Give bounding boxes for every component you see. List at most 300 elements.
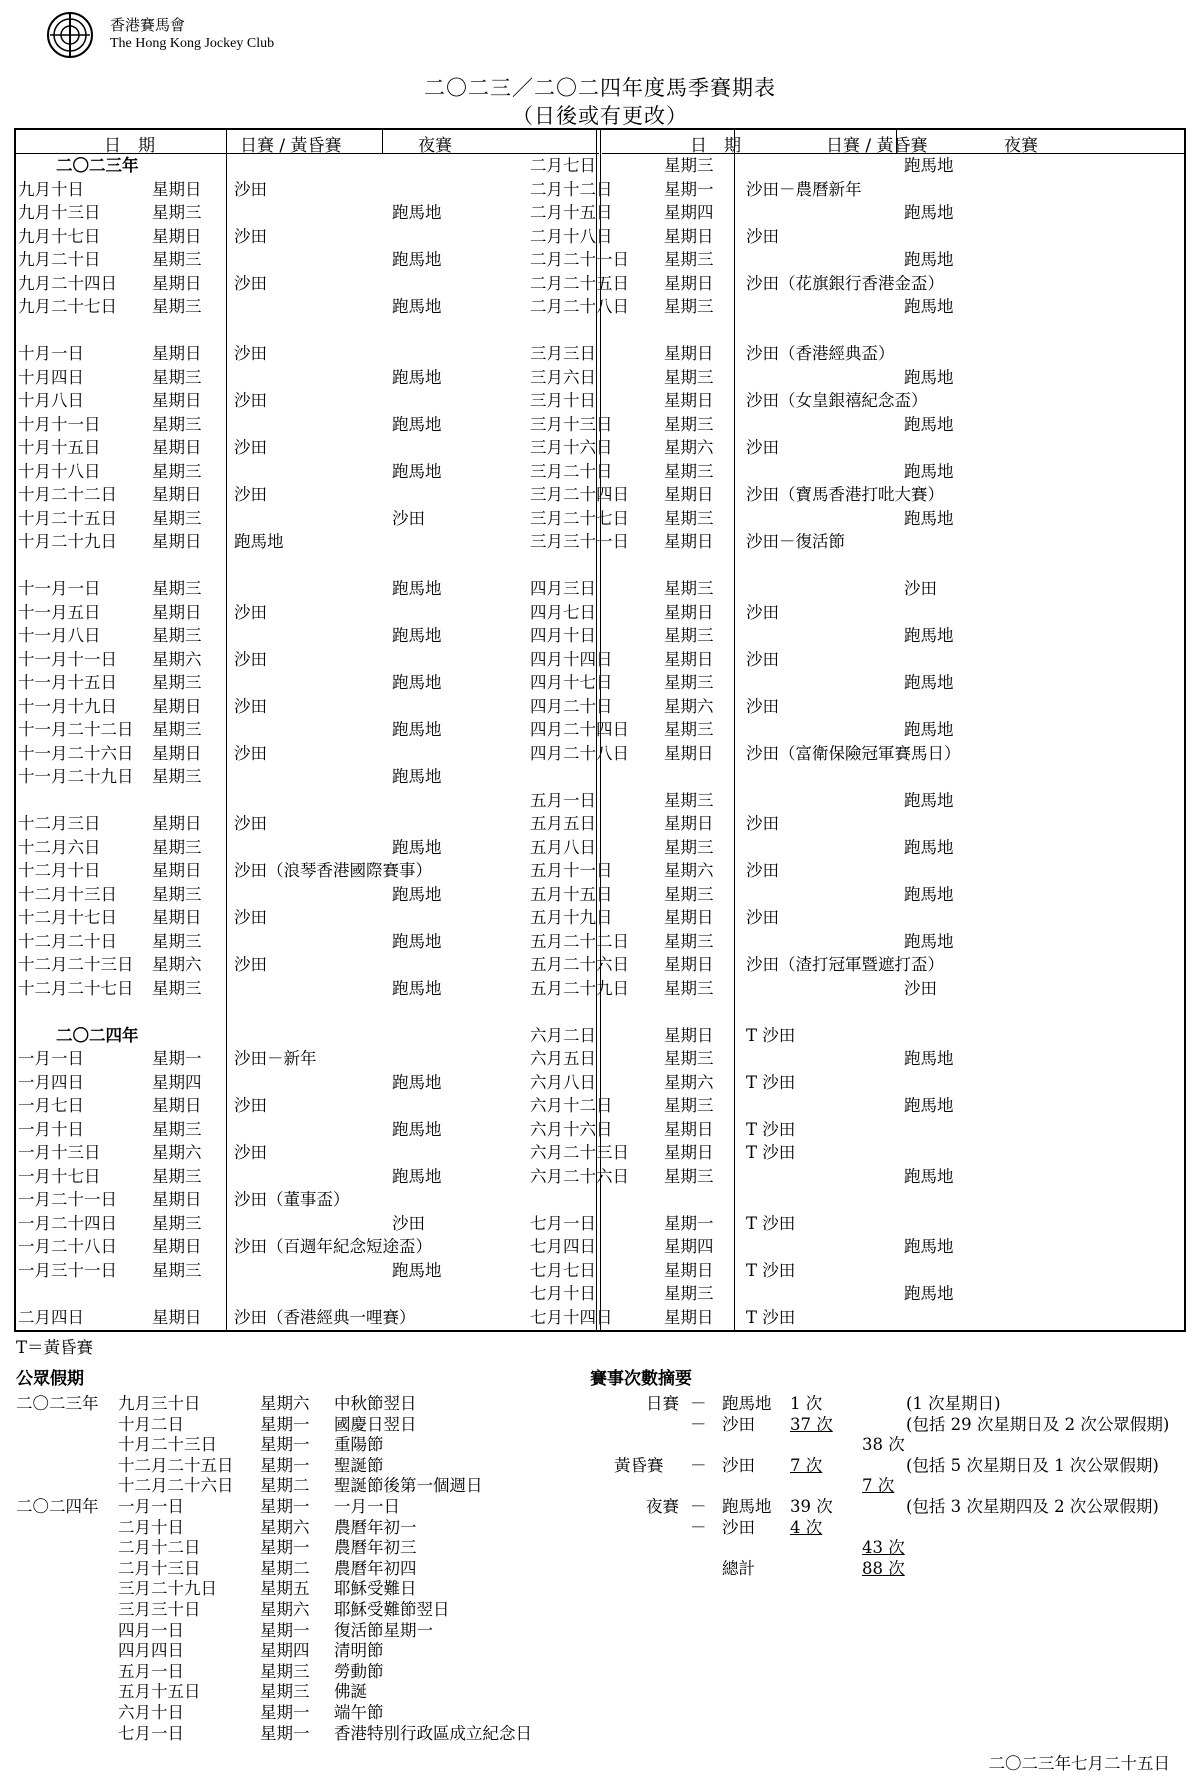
race-weekday: 星期六 [664, 696, 714, 716]
night-race-venue: 沙田 [904, 978, 937, 998]
issue-date: 二〇二三年七月二十五日 [988, 1754, 1170, 1773]
night-race-venue: 跑馬地 [904, 931, 954, 951]
schedule-row [528, 930, 1108, 954]
night-race-venue: 跑馬地 [392, 461, 442, 481]
day-race-venue: 沙田 [234, 955, 267, 974]
race-weekday: 星期日 [152, 344, 202, 363]
summary-subtotal: 88 次 [862, 1558, 905, 1578]
org-name-zh: 香港賽馬會 [110, 16, 186, 34]
race-weekday: 星期三 [664, 1049, 714, 1068]
race-date: 四月十日 [530, 626, 596, 645]
schedule-row [528, 906, 1108, 930]
race-weekday: 星期六 [664, 438, 714, 457]
race-date: 十一月十五日 [18, 673, 117, 692]
schedule-row [16, 436, 596, 460]
race-weekday: 星期一 [664, 1213, 714, 1233]
day-race-venue: 沙田（浪琴香港國際賽事） [234, 861, 432, 880]
night-race-venue: 跑馬地 [904, 250, 954, 269]
race-date: 七月十四日 [530, 1307, 613, 1327]
race-date: 一月二十一日 [18, 1190, 117, 1209]
header-night-race: 夜賽 [1004, 136, 1038, 156]
header-day-race: 日賽 / 黃昏賽 [240, 136, 342, 156]
night-race-venue: 跑馬地 [392, 414, 442, 434]
holiday-name: 復活節星期一 [334, 1620, 433, 1640]
race-weekday: 星期三 [664, 250, 714, 269]
race-date: 十一月十九日 [18, 696, 117, 716]
schedule-row [16, 154, 596, 178]
schedule-row [16, 789, 596, 813]
race-date: 十二月十日 [18, 861, 101, 880]
race-weekday: 星期三 [664, 579, 714, 598]
schedule-row [528, 624, 1108, 648]
schedule-row [528, 1259, 1108, 1283]
holiday-weekday: 星期六 [260, 1600, 310, 1619]
race-weekday: 星期日 [152, 273, 202, 293]
holiday-date: 一月一日 [118, 1497, 184, 1516]
race-weekday: 星期日 [152, 391, 202, 410]
header-night-race: 夜賽 [418, 136, 452, 156]
schedule-row [528, 1212, 1108, 1236]
day-race-venue: T 沙田 [746, 1307, 796, 1327]
schedule-row [528, 695, 1108, 719]
race-weekday: 星期三 [664, 414, 714, 434]
schedule-row [16, 1094, 596, 1118]
night-race-venue: 跑馬地 [392, 767, 442, 786]
schedule-row [528, 1047, 1108, 1071]
schedule-row [528, 507, 1108, 531]
holiday-name: 耶穌受難節翌日 [334, 1600, 450, 1619]
race-weekday: 星期日 [152, 743, 202, 763]
race-weekday: 星期日 [664, 226, 714, 246]
day-race-venue: 沙田 [746, 861, 779, 880]
race-weekday: 星期三 [664, 837, 714, 857]
race-weekday: 星期三 [152, 508, 202, 528]
schedule-row [528, 1000, 1108, 1024]
header-date: 日 期 [104, 136, 155, 156]
day-race-venue: 沙田（香港經典一哩賽） [234, 1307, 416, 1327]
schedule-row [16, 1306, 596, 1330]
race-date: 六月二十六日 [530, 1166, 629, 1186]
race-date: 二月七日 [530, 156, 596, 175]
race-date: 四月二十日 [530, 696, 613, 716]
schedule-row [16, 554, 596, 578]
day-race-venue: 沙田（女皇銀禧紀念盃） [746, 391, 928, 410]
page-subtitle: （日後或有更改） [512, 104, 688, 128]
night-race-venue: 跑馬地 [904, 626, 954, 645]
race-weekday: 星期六 [152, 1143, 202, 1162]
race-date: 三月十日 [530, 391, 596, 410]
schedule-row [528, 436, 1108, 460]
race-date: 七月十日 [530, 1284, 596, 1303]
holiday-date: 十月二日 [118, 1414, 184, 1434]
schedule-row [528, 366, 1108, 390]
schedule-row [16, 953, 596, 977]
day-race-venue: 沙田（渣打冠軍暨遮打盃） [746, 955, 944, 974]
race-date: 一月十三日 [18, 1143, 101, 1162]
night-race-venue: 跑馬地 [904, 720, 954, 739]
race-weekday: 星期六 [152, 955, 202, 974]
night-race-venue: 跑馬地 [392, 250, 442, 269]
holiday-weekday: 星期一 [260, 1620, 310, 1640]
race-date: 二月十二日 [530, 179, 613, 199]
schedule-row [16, 1235, 596, 1259]
race-weekday: 星期三 [152, 367, 202, 387]
race-date: 五月十一日 [530, 861, 613, 880]
schedule-row [528, 389, 1108, 413]
holiday-date: 十二月二十六日 [118, 1476, 234, 1496]
race-date: 十月四日 [18, 367, 84, 387]
schedule-row [528, 1071, 1108, 1095]
night-race-venue: 跑馬地 [904, 1049, 954, 1068]
day-race-venue: 沙田 [746, 814, 779, 833]
schedule-row [16, 836, 596, 860]
race-date: 十一月二十九日 [18, 767, 134, 786]
race-date: 一月三十一日 [18, 1260, 117, 1280]
night-race-venue: 沙田 [392, 508, 425, 528]
day-race-venue: 沙田 [234, 485, 267, 504]
schedule-row [528, 648, 1108, 672]
race-weekday: 星期四 [152, 1072, 202, 1092]
race-date: 九月二十日 [18, 250, 101, 269]
night-race-venue: 跑馬地 [392, 1119, 442, 1139]
left-header-row [16, 130, 599, 154]
summary-subtotal: 7 次 [862, 1476, 895, 1496]
race-weekday: 星期三 [664, 508, 714, 528]
race-date: 十月十一日 [18, 414, 101, 434]
race-weekday: 星期日 [664, 908, 714, 927]
race-weekday: 星期日 [152, 696, 202, 716]
race-weekday: 星期三 [152, 673, 202, 692]
holiday-name: 聖誕節 [334, 1455, 384, 1475]
race-weekday: 星期三 [664, 673, 714, 692]
race-weekday: 星期三 [152, 931, 202, 951]
summary-note: (包括 29 次星期日及 2 次公眾假期) [906, 1414, 1170, 1434]
race-date: 三月十三日 [530, 414, 613, 434]
day-race-venue: 沙田 [234, 438, 267, 457]
race-weekday: 星期日 [664, 485, 714, 504]
race-weekday: 星期三 [664, 790, 714, 810]
schedule-row [16, 1212, 596, 1236]
schedule-row [16, 1047, 596, 1071]
org-name-en: The Hong Kong Jockey Club [110, 36, 275, 51]
race-date: 五月二十六日 [530, 955, 629, 974]
day-race-venue: 沙田 [234, 908, 267, 927]
schedule-row [16, 225, 596, 249]
schedule-row [528, 718, 1108, 742]
schedule-row [16, 906, 596, 930]
holiday-name: 農曆年初三 [334, 1538, 417, 1558]
day-race-venue: 沙田 [234, 696, 267, 716]
day-race-venue: 沙田（香港經典盃） [746, 344, 895, 363]
holiday-weekday: 星期一 [260, 1435, 310, 1455]
holiday-date: 五月一日 [118, 1661, 184, 1681]
race-weekday: 星期三 [152, 414, 202, 434]
summary-dash: － [690, 1394, 707, 1413]
race-date: 十一月二十二日 [18, 720, 134, 739]
night-race-venue: 跑馬地 [904, 884, 954, 904]
day-race-venue: 沙田－復活節 [746, 532, 845, 551]
summary-venue: 沙田 [722, 1414, 755, 1434]
race-weekday: 星期三 [664, 461, 714, 481]
race-weekday: 星期三 [152, 297, 202, 316]
race-weekday: 星期日 [664, 649, 714, 669]
holiday-name: 一月一日 [334, 1497, 400, 1516]
race-date: 一月七日 [18, 1096, 84, 1115]
race-date: 三月二十日 [530, 461, 613, 481]
schedule-row [16, 483, 596, 507]
race-date: 四月二十八日 [530, 743, 629, 763]
day-race-venue: 沙田 [234, 814, 267, 833]
summary-count: 4 次 [790, 1517, 823, 1537]
day-race-venue: 沙田 [234, 226, 267, 246]
schedule-row [528, 812, 1108, 836]
schedule-row [16, 272, 596, 296]
schedule-row [528, 248, 1108, 272]
race-weekday: 星期六 [664, 861, 714, 880]
race-date: 三月二十四日 [530, 485, 629, 504]
night-race-venue: 跑馬地 [904, 156, 954, 175]
holiday-weekday: 星期二 [260, 1558, 310, 1578]
day-race-venue: T 沙田 [746, 1072, 796, 1092]
schedule-row [16, 883, 596, 907]
race-date: 二月四日 [18, 1307, 84, 1327]
race-weekday: 星期日 [664, 273, 714, 293]
schedule-row [16, 671, 596, 695]
race-date: 十一月二十六日 [18, 743, 134, 763]
night-race-venue: 跑馬地 [392, 931, 442, 951]
schedule-row [16, 201, 596, 225]
holidays-title: 公眾假期 [16, 1369, 84, 1389]
race-weekday: 星期三 [664, 884, 714, 904]
schedule-row [16, 413, 596, 437]
night-race-venue: 跑馬地 [392, 203, 442, 222]
schedule-row [528, 1306, 1108, 1330]
race-date: 九月十三日 [18, 203, 101, 222]
holiday-date: 十二月二十五日 [118, 1455, 234, 1475]
holiday-weekday: 星期一 [260, 1703, 310, 1722]
holiday-weekday: 星期一 [260, 1538, 310, 1558]
race-date: 五月八日 [530, 837, 596, 857]
schedule-row [528, 836, 1108, 860]
race-date: 三月三日 [530, 344, 596, 363]
race-date: 六月十六日 [530, 1119, 613, 1139]
holiday-date: 九月三十日 [118, 1394, 201, 1413]
schedule-row [528, 272, 1108, 296]
race-date: 一月二十八日 [18, 1237, 117, 1256]
holiday-date: 六月十日 [118, 1703, 184, 1722]
race-weekday: 星期三 [664, 720, 714, 739]
race-date: 五月一日 [530, 790, 596, 810]
race-weekday: 星期日 [152, 908, 202, 927]
race-date: 十月二十九日 [18, 532, 117, 551]
night-race-venue: 跑馬地 [392, 720, 442, 739]
summary-venue: 跑馬地 [722, 1497, 772, 1516]
hkjc-logo [44, 10, 344, 60]
schedule-row [16, 507, 596, 531]
race-weekday: 星期三 [152, 1119, 202, 1139]
schedule-row [16, 695, 596, 719]
day-race-venue: 沙田 [234, 273, 267, 293]
race-weekday: 星期日 [152, 1096, 202, 1115]
summary-count: 37 次 [790, 1414, 833, 1434]
summary-note: (包括 5 次星期日及 1 次公眾假期) [906, 1455, 1159, 1475]
race-weekday: 星期日 [664, 391, 714, 410]
race-weekday: 星期日 [664, 602, 714, 622]
race-date: 十一月八日 [18, 626, 101, 645]
race-weekday: 星期三 [664, 626, 714, 645]
race-date: 五月二十九日 [530, 978, 629, 998]
summary-venue: 沙田 [722, 1517, 755, 1537]
holiday-weekday: 星期一 [260, 1455, 310, 1475]
holiday-weekday: 星期二 [260, 1476, 310, 1496]
day-race-venue: 沙田 [234, 743, 267, 763]
race-date: 一月一日 [18, 1049, 84, 1068]
race-weekday: 星期六 [664, 1072, 714, 1092]
schedule-row [528, 342, 1108, 366]
schedule-row [528, 413, 1108, 437]
night-race-venue: 跑馬地 [904, 1284, 954, 1303]
schedule-row [528, 1094, 1108, 1118]
day-race-venue: T 沙田 [746, 1213, 796, 1233]
summary-subtotal: 38 次 [862, 1435, 905, 1455]
day-race-venue: 沙田 [746, 438, 779, 457]
schedule-row [16, 765, 596, 789]
night-race-venue: 跑馬地 [392, 978, 442, 998]
night-race-venue: 跑馬地 [904, 203, 954, 222]
summary-venue: 沙田 [722, 1455, 755, 1475]
holiday-date: 三月二十九日 [118, 1579, 217, 1599]
right-header-row [602, 130, 1186, 154]
race-weekday: 星期日 [664, 814, 714, 833]
day-race-venue: 沙田 [746, 649, 779, 669]
night-race-venue: 跑馬地 [392, 1072, 442, 1092]
schedule-row [16, 577, 596, 601]
day-race-venue: T 沙田 [746, 1119, 796, 1139]
summary-venue: 跑馬地 [722, 1394, 772, 1413]
race-date: 一月四日 [18, 1072, 84, 1092]
race-weekday: 星期日 [152, 814, 202, 833]
race-date: 十二月六日 [18, 837, 101, 857]
schedule-row [528, 1024, 1108, 1048]
race-date: 十二月二十日 [18, 931, 117, 951]
night-race-venue: 跑馬地 [904, 508, 954, 528]
race-weekday: 星期日 [152, 485, 202, 504]
schedule-row [16, 1118, 596, 1142]
race-weekday: 星期日 [152, 602, 202, 622]
race-date: 六月二日 [530, 1025, 596, 1045]
race-date: 十月一日 [18, 344, 84, 363]
schedule-row [528, 460, 1108, 484]
day-race-venue: 沙田－新年 [234, 1049, 317, 1068]
schedule-row [528, 742, 1108, 766]
holiday-name: 農曆年初四 [334, 1558, 417, 1578]
schedule-row [528, 789, 1108, 813]
day-race-venue: 沙田 [234, 1096, 267, 1115]
night-race-venue: 跑馬地 [904, 790, 954, 810]
race-date: 六月五日 [530, 1049, 596, 1068]
race-date: 五月十九日 [530, 908, 613, 927]
race-weekday: 星期三 [664, 367, 714, 387]
night-race-venue: 沙田 [392, 1213, 425, 1233]
holiday-date: 四月一日 [118, 1620, 184, 1640]
schedule-row [16, 1165, 596, 1189]
header-day-race: 日賽 / 黃昏賽 [826, 136, 928, 156]
race-date: 四月三日 [530, 579, 596, 598]
race-date: 五月五日 [530, 814, 596, 833]
race-weekday: 星期三 [664, 1166, 714, 1186]
holiday-name: 重陽節 [334, 1435, 384, 1455]
race-date: 十一月五日 [18, 602, 101, 622]
race-weekday: 星期三 [152, 978, 202, 998]
schedule-row [16, 1000, 596, 1024]
schedule-row [528, 977, 1108, 1001]
race-date: 十月二十二日 [18, 485, 117, 504]
schedule-row [528, 1165, 1108, 1189]
race-weekday: 星期一 [152, 1049, 202, 1068]
schedule-row [528, 319, 1108, 343]
race-weekday: 星期三 [152, 250, 202, 269]
schedule-row [16, 460, 596, 484]
day-race-venue: 沙田 [234, 391, 267, 410]
header-date: 日 期 [690, 136, 741, 156]
schedule-row [16, 319, 596, 343]
holiday-name: 聖誕節後第一個週日 [334, 1476, 483, 1496]
race-date: 十月十八日 [18, 461, 101, 481]
night-race-venue: 跑馬地 [392, 837, 442, 857]
schedule-row [16, 859, 596, 883]
race-date: 十二月二十三日 [18, 955, 134, 974]
summary-category: 日賽 [646, 1394, 679, 1413]
race-weekday: 星期三 [664, 297, 714, 316]
holiday-date: 十月二十三日 [118, 1435, 217, 1455]
schedule-row [528, 201, 1108, 225]
holiday-name: 國慶日翌日 [334, 1414, 417, 1434]
race-date: 九月十日 [18, 179, 84, 199]
night-race-venue: 跑馬地 [904, 1237, 954, 1256]
race-date: 十月八日 [18, 391, 84, 410]
schedule-row [16, 977, 596, 1001]
year-label: 二〇二三年 [56, 156, 139, 175]
day-race-venue: 沙田（寶馬香港打吡大賽） [746, 485, 944, 504]
schedule-row [16, 812, 596, 836]
race-weekday: 星期一 [664, 179, 714, 199]
schedule-row [528, 601, 1108, 625]
schedule-row [528, 225, 1108, 249]
race-weekday: 星期三 [152, 1213, 202, 1233]
summary-count: 7 次 [790, 1455, 823, 1475]
schedule-row [528, 671, 1108, 695]
race-date: 六月二十三日 [530, 1143, 629, 1162]
schedule-row [528, 530, 1108, 554]
race-date: 三月六日 [530, 367, 596, 387]
schedule-row [16, 530, 596, 554]
night-race-venue: 跑馬地 [392, 673, 442, 692]
schedule-row [528, 554, 1108, 578]
column-divider [382, 130, 383, 154]
summary-category: 夜賽 [646, 1497, 679, 1516]
race-date: 四月七日 [530, 602, 596, 622]
race-date: 十一月一日 [18, 579, 101, 598]
schedule-row [16, 389, 596, 413]
summary-category: 黃昏賽 [614, 1455, 664, 1475]
holiday-year: 二〇二四年 [16, 1497, 99, 1516]
day-race-venue: T 沙田 [746, 1025, 796, 1045]
holiday-weekday: 星期四 [260, 1641, 310, 1661]
race-weekday: 星期三 [152, 720, 202, 739]
race-weekday: 星期三 [152, 203, 202, 222]
night-race-venue: 跑馬地 [904, 1096, 954, 1115]
race-weekday: 星期三 [152, 1260, 202, 1280]
